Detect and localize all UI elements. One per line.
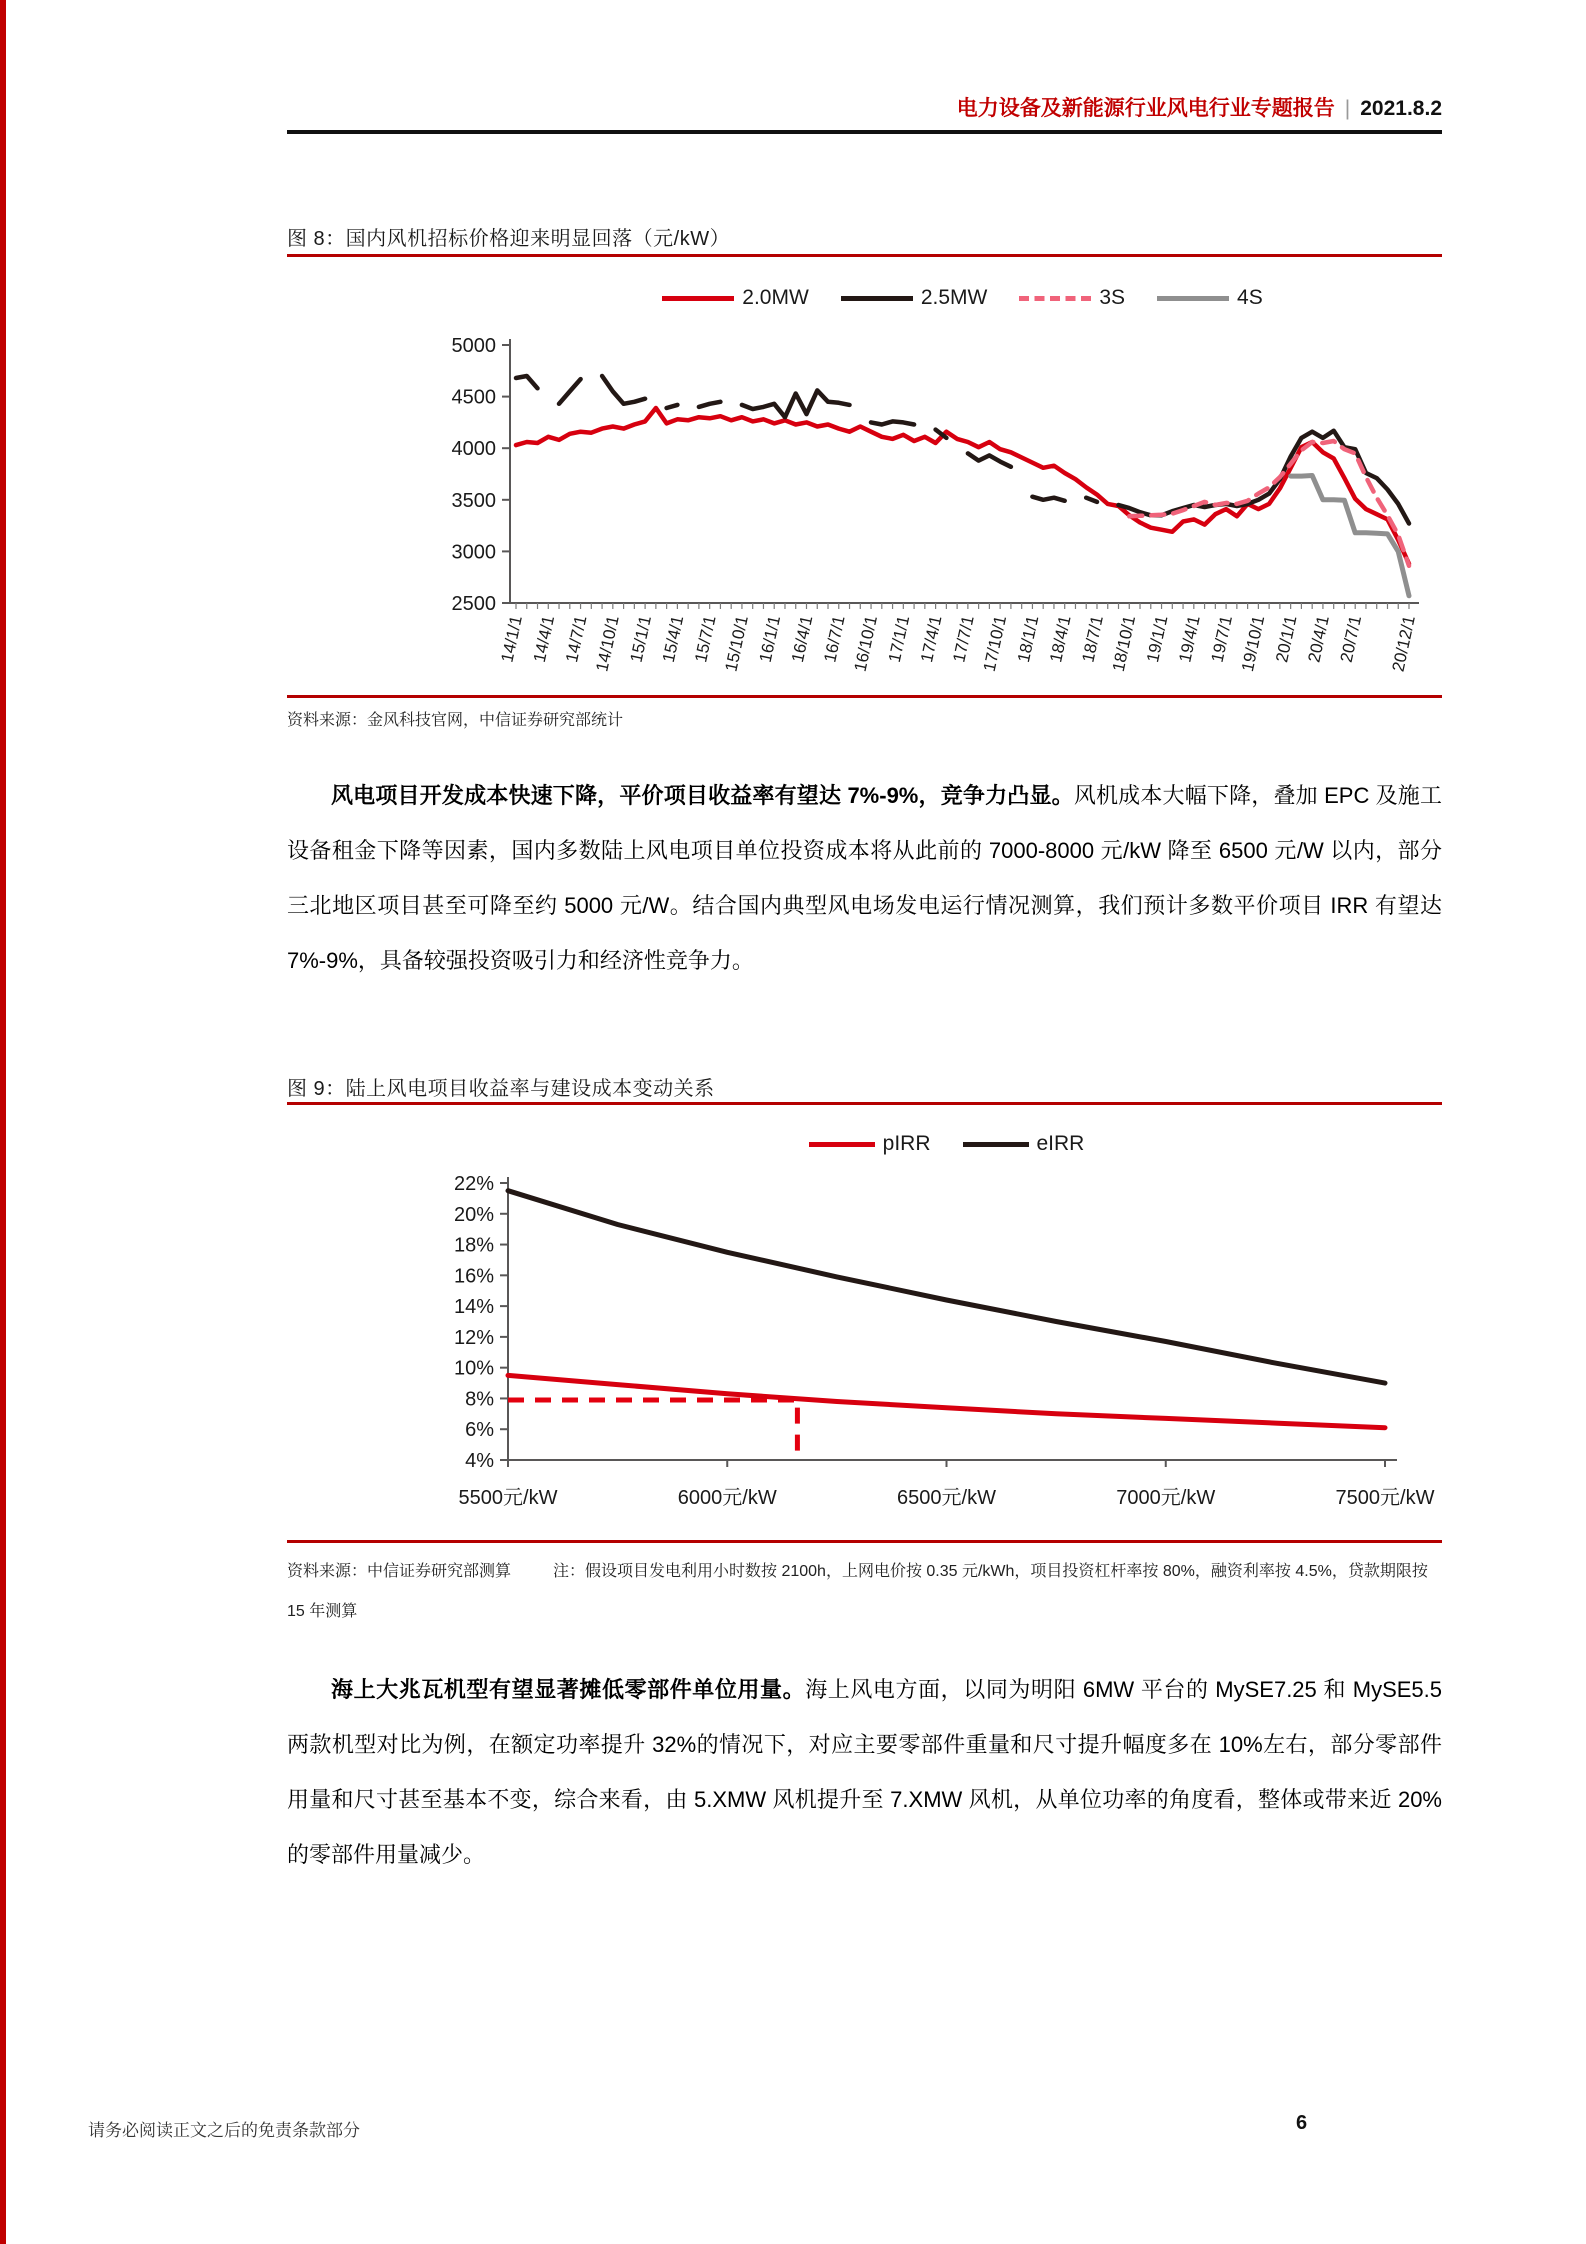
paragraph-offshore-platform [287,1662,1442,1882]
svg-text:14/10/1: 14/10/1 [592,613,623,674]
legend-label-2-5mw: 2.5MW [920,286,988,309]
svg-text:15/1/1: 15/1/1 [626,613,656,665]
svg-text:18/4/1: 18/4/1 [1046,613,1075,665]
svg-text:4500: 4500 [451,386,496,409]
svg-text:17/10/1: 17/10/1 [979,613,1011,674]
svg-text:20%: 20% [453,1203,494,1226]
figure8-caption-underline [287,254,1442,257]
svg-text:17/7/1: 17/7/1 [949,613,978,665]
svg-text:3500: 3500 [451,489,496,512]
legend-item-3s [1019,286,1125,310]
svg-text:15/7/1: 15/7/1 [691,613,720,665]
report-date: 2021.8.2 [1360,97,1442,120]
svg-text:19/7/1: 19/7/1 [1207,613,1237,665]
svg-text:20/4/1: 20/4/1 [1304,613,1333,665]
legend-label-pirr: pIRR [882,1132,931,1155]
legend-item-pirr [809,1132,931,1156]
svg-text:6500元/kW: 6500元/kW [897,1487,996,1509]
report-title: 电力设备及新能源行业风电行业专题报告 [956,97,1335,120]
figure8-legend [510,286,1415,310]
svg-text:17/1/1: 17/1/1 [884,613,914,665]
figure9-caption: 图 9：陆上风电项目收益率与建设成本变动关系 [287,1078,715,1100]
svg-text:18/10/1: 18/10/1 [1108,613,1140,674]
svg-text:19/4/1: 19/4/1 [1175,613,1204,665]
svg-text:14/4/1: 14/4/1 [529,613,559,665]
legend-line-pirr-icon [809,1142,875,1147]
svg-text:17/4/1: 17/4/1 [917,613,946,665]
svg-text:16/4/1: 16/4/1 [787,613,817,665]
footer-disclaimer: 请务必阅读正文之后的免责条款部分 [88,2121,360,2140]
svg-text:7500元/kW: 7500元/kW [1335,1487,1435,1509]
legend-item-2-5mw [841,286,988,310]
legend-line-4s-icon [1157,296,1229,301]
svg-text:18/7/1: 18/7/1 [1078,613,1107,665]
paragraph1-lead: 风电项目开发成本快速下降，平价项目收益率有望达 7%-9%，竞争力凸显。 [331,783,1074,808]
paragraph-onshore-cost [287,768,1442,988]
irr-vs-cost-chart [287,1166,1445,1526]
figure9-caption-underline [287,1102,1442,1105]
svg-text:4000: 4000 [451,438,496,461]
legend-line-2-5mw-icon [841,296,913,301]
svg-text:2500: 2500 [451,593,496,615]
header-divider: | [1344,97,1351,120]
svg-text:20/1/1: 20/1/1 [1272,613,1301,665]
svg-text:5500元/kW: 5500元/kW [458,1487,558,1509]
svg-text:22%: 22% [453,1173,494,1195]
legend-item-2-0mw [662,286,809,310]
svg-text:14%: 14% [453,1296,494,1319]
paragraph2-body: 海上风电方面，以同为明阳 6MW 平台的 MySE7.25 和 MySE5.5 两款机型对比为例，在额定功率提升 32%的情况下，对应主要零部件重量和尺寸提升幅度多在 10%左右，部分零部件用量和尺寸甚至基本不变，综合来看，由 5.XMW 风机提升至 7.XMW 风机，从单位功率的角度看，整体或带来近 20%的零部件用量减少。 [287,1677,1442,1867]
svg-text:20/12/1: 20/12/1 [1388,613,1419,674]
legend-label-eirr: eIRR [1036,1132,1085,1155]
svg-text:16%: 16% [453,1265,494,1288]
svg-text:15/4/1: 15/4/1 [658,613,688,665]
figure9-bottom-rule [287,1540,1442,1543]
svg-text:7000元/kW: 7000元/kW [1116,1487,1216,1509]
svg-text:14/7/1: 14/7/1 [562,613,591,665]
paragraph2-lead: 海上大兆瓦机型有望显著摊低零部件单位用量。 [331,1677,806,1702]
header-rule [287,130,1442,134]
legend-line-2-0mw-icon [662,296,734,301]
legend-label-2-0mw: 2.0MW [742,286,809,309]
svg-text:16/1/1: 16/1/1 [755,613,785,665]
svg-text:6000元/kW: 6000元/kW [677,1487,777,1509]
svg-text:3000: 3000 [451,541,496,564]
bidding-price-trend-chart [287,333,1445,705]
page-edge-red-bar [0,0,6,2244]
page-number: 6 [1296,2112,1308,2134]
legend-line-eirr-icon [963,1142,1029,1147]
legend-item-4s [1157,286,1263,310]
svg-text:8%: 8% [465,1388,494,1411]
svg-text:14/1/1: 14/1/1 [497,613,526,665]
paragraph1-body: 风机成本大幅下降，叠加 EPC 及施工设备租金下降等因素，国内多数陆上风电项目单位投资成本将从此前的 7000-8000 元/kW 降至 6500 元/W 以内，部分三北地区项目甚至可降至约 5000 元/W。结合国内典型风电场发电运行情况测算，我们预计多数平价项目 IRR 有望达 7%-9%，具备较强投资吸引力和经济性竞争力。 [287,783,1442,973]
svg-text:4%: 4% [465,1450,494,1472]
figure9-source-note [287,1552,1442,1632]
svg-text:16/10/1: 16/10/1 [850,613,881,674]
svg-text:10%: 10% [453,1357,494,1380]
figure8-bottom-rule [287,695,1442,698]
figure8-caption: 图 8：国内风机招标价格迎来明显回落（元/kW） [287,228,731,250]
svg-text:5000: 5000 [451,335,496,357]
figure9-note: 注：假设项目发电利用小时数按 2100h，上网电价按 0.35 元/kWh，项目投资杠杆率按 80%，融资利率按 4.5%，贷款期限按 15 年测算 [287,1563,1428,1620]
svg-text:6%: 6% [465,1419,494,1442]
svg-text:12%: 12% [453,1326,494,1349]
page-header [957,92,1442,122]
svg-text:19/1/1: 19/1/1 [1143,613,1172,665]
svg-text:19/10/1: 19/10/1 [1237,613,1269,674]
legend-line-3s-icon [1019,296,1091,301]
svg-text:16/7/1: 16/7/1 [820,613,849,665]
legend-label-3s: 3S [1099,286,1126,309]
svg-text:15/10/1: 15/10/1 [721,613,752,674]
svg-text:18%: 18% [453,1234,494,1257]
figure8-source: 资料来源：金风科技官网，中信证券研究部统计 [287,712,624,729]
legend-label-4s: 4S [1237,286,1263,309]
svg-text:18/1/1: 18/1/1 [1013,613,1043,665]
figure9-legend [508,1132,1385,1156]
figure9-source: 资料来源：中信证券研究部测算 [287,1563,512,1580]
svg-text:20/7/1: 20/7/1 [1336,613,1366,665]
legend-item-eirr [963,1132,1085,1156]
